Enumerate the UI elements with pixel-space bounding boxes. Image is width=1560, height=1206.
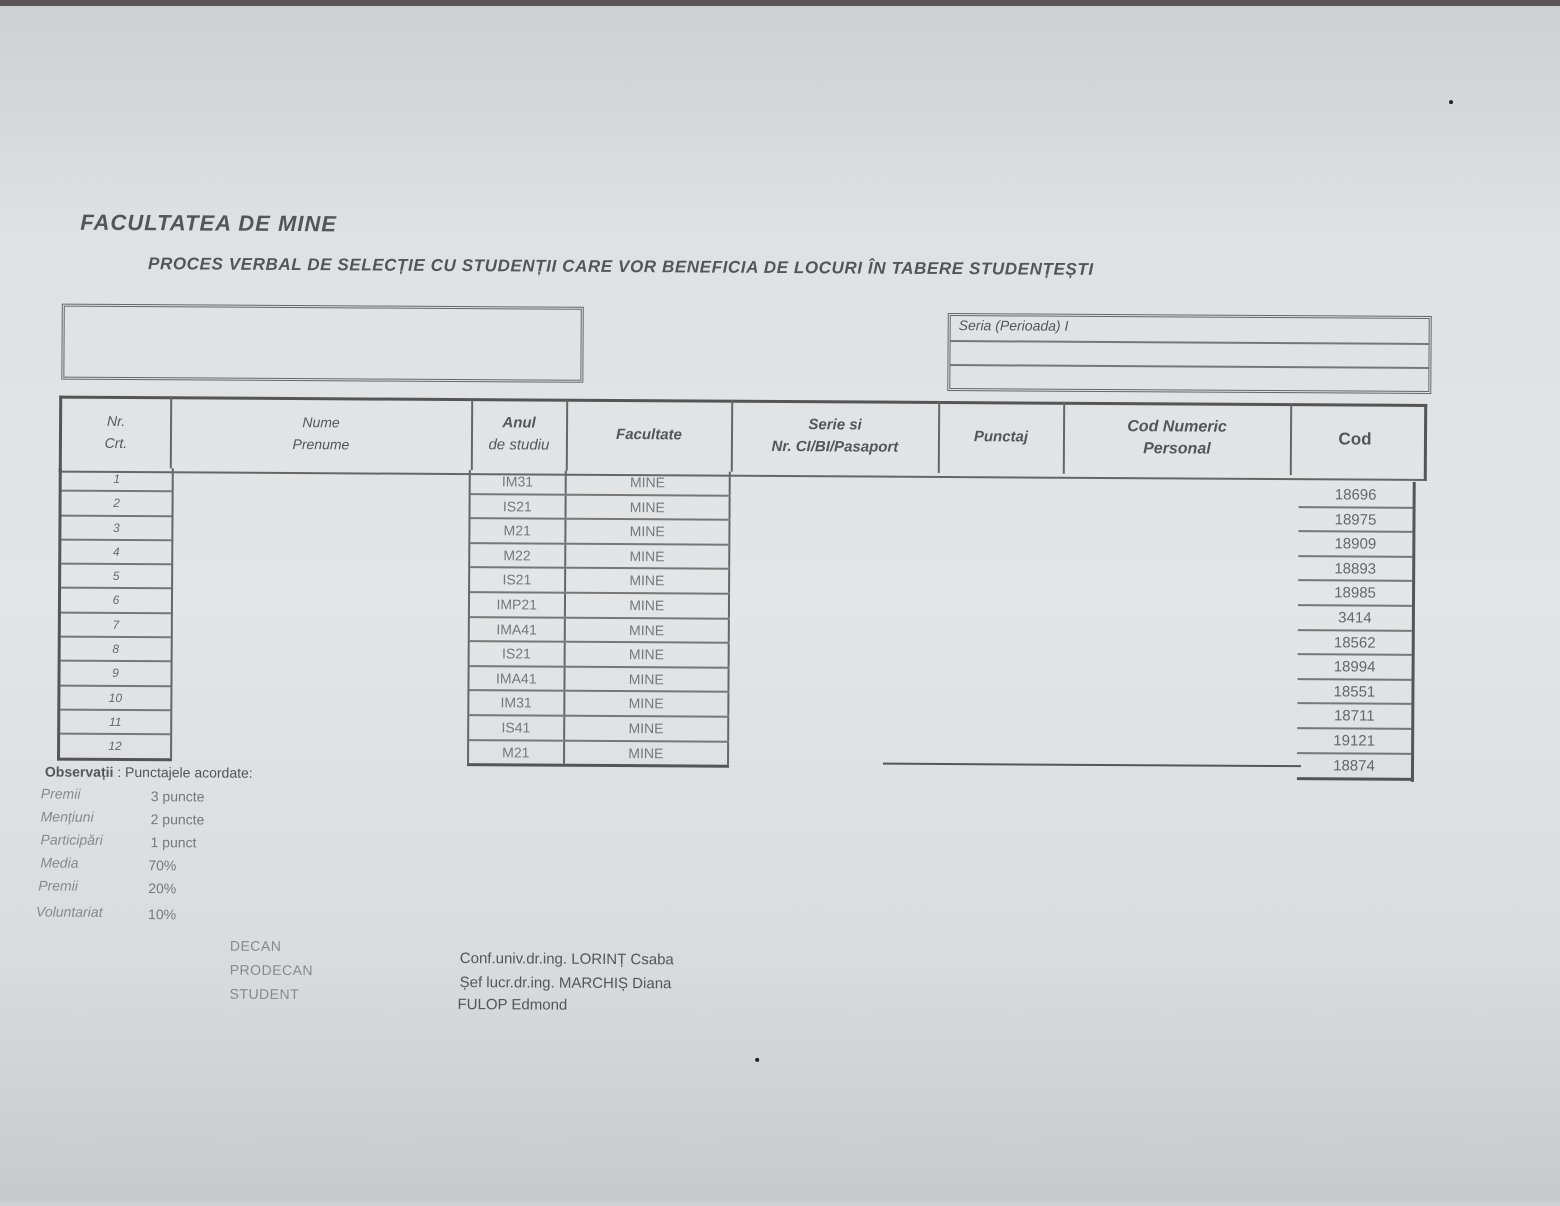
facultate-cell: MINE [566,544,731,568]
anul-cell: IS21 [470,495,566,518]
criterion-name: Premii [38,877,78,894]
nr-cell: 6 [61,589,171,614]
nr-cell: 2 [61,492,171,517]
nr-cell: 9 [60,662,170,687]
cod-cell: 3414 [1298,606,1412,631]
anul-cell: IMA41 [470,618,566,641]
table-bottom-rule [883,763,1301,768]
table-row [470,544,730,570]
facultate-cell: MINE [565,618,730,642]
nr-cell: 11 [60,711,170,736]
facultate-cell: MINE [566,495,731,519]
signature-name: Conf.univ.dr.ing. LORINȚ Csaba [459,950,674,969]
nr-cell: 8 [61,638,171,663]
table-row [471,470,731,496]
nr-cell: 3 [61,516,171,541]
table-row [470,618,730,644]
criterion-value: 3 puncte [150,788,205,805]
header-text: Nr. CI/BI/Pasaport [771,437,899,456]
table-row [469,691,729,717]
table-row [470,593,730,619]
criterion-value: 1 punct [150,834,197,851]
header-nume-prenume [171,396,473,470]
empty-header-box [61,304,583,383]
header-text: Punctaj [973,428,1029,446]
anul-cell: M21 [470,519,566,542]
header-anul-studiu [472,398,568,471]
header-nr-crt [62,396,172,469]
seria-box [947,313,1431,394]
header-punctaj [939,401,1065,474]
table-row [470,568,730,594]
signature-name: Șef lucr.dr.ing. MARCHIȘ Diana [459,974,672,993]
nr-column [57,468,174,761]
criterion-value: 20% [148,880,177,897]
signature-role: STUDENT [229,985,300,1003]
header-text: Anul [502,414,536,432]
cod-cell: 18711 [1297,705,1411,730]
signature-role: PRODECAN [229,961,314,979]
header-cnp [1064,402,1292,475]
criterion-name: Mențiuni [40,808,94,825]
observatii-line [45,764,253,781]
header-cod [1291,403,1419,476]
faculty-heading: FACULTATEA DE MINE [80,209,338,237]
cod-cell: 18994 [1298,655,1412,680]
signature-name: FULOP Edmond [457,996,568,1014]
cod-cell: 18909 [1298,532,1412,557]
cod-cell: 18696 [1299,483,1413,508]
cod-cell: 18874 [1333,756,1375,775]
header-text: de studiu [488,436,550,454]
table-row [469,741,729,765]
facultate-cell: MINE [566,569,731,593]
anul-cell: IS21 [470,642,566,665]
table-row [470,642,730,668]
nr-cell: 1 [62,468,172,493]
criterion-value: 2 puncte [150,811,205,828]
header-serie-ci [732,400,940,473]
facultate-cell: MINE [565,667,730,691]
observatii-intro: : Punctajele acordate: [117,763,253,781]
seria-divider [950,364,1428,369]
anul-facultate-columns [467,470,731,768]
cod-cell: 18893 [1298,557,1412,582]
signature-role: DECAN [229,937,282,954]
header-text: Nr. [106,412,126,429]
cod-cell: 19121 [1297,729,1411,754]
cod-column [1297,483,1413,777]
header-text: Cod Numeric [1127,418,1227,436]
facultate-cell: MINE [565,692,730,716]
nr-cell: 4 [61,540,171,565]
header-text: Serie si [808,416,862,434]
criterion-name: Media [40,854,79,871]
cod-cell: 18551 [1297,680,1411,705]
header-text: Nume [302,414,340,431]
facultate-cell: MINE [565,643,730,667]
header-text: Facultate [616,425,682,444]
facultate-cell: MINE [565,717,730,741]
header-text: Crt. [104,434,128,452]
anul-cell: IMA41 [469,667,565,690]
criterion-value: 70% [148,857,177,874]
anul-cell: IS41 [469,716,565,739]
facultate-cell: MINE [565,741,730,765]
cod-cell: 18975 [1298,508,1412,533]
facultate-cell: MINE [566,520,731,544]
anul-cell: IS21 [470,568,566,591]
anul-cell: M22 [470,544,566,567]
criterion-value: 10% [148,906,177,923]
anul-cell: IMP21 [470,593,566,616]
table-row [470,495,730,521]
table-row [470,519,730,545]
paper-speck [755,1058,759,1062]
cod-cell: 18562 [1298,631,1412,656]
anul-cell: M21 [469,741,565,764]
header-text: Personal [1143,440,1211,458]
nr-cell: 5 [61,565,171,590]
nr-cell: 12 [108,739,122,754]
seria-label: Seria (Perioada) I [958,317,1069,334]
observatii-label: Observații [44,763,114,780]
anul-cell: IM31 [471,470,567,493]
facultate-cell: MINE [565,594,730,618]
header-text: Cod [1338,429,1372,449]
paper-speck [1449,100,1453,104]
table-row [469,667,729,693]
anul-cell: IM31 [469,691,565,714]
facultate-cell: MINE [566,471,731,495]
cod-cell: 18985 [1298,582,1412,607]
seria-divider [951,340,1429,345]
header-text: Prenume [292,436,350,453]
header-facultate [567,399,733,472]
table-row [469,716,729,742]
criterion-name: Voluntariat [36,903,103,920]
nr-cell: 10 [60,686,170,711]
nr-cell: 7 [61,613,171,638]
document-title: PROCES VERBAL DE SELECȚIE CU STUDENȚII CARE VOR BENEFICIA DE LOCURI ÎN TABERE STUDENȚEȘTI [147,254,1094,279]
criterion-name: Premii [40,785,81,802]
criterion-name: Participări [40,831,103,848]
